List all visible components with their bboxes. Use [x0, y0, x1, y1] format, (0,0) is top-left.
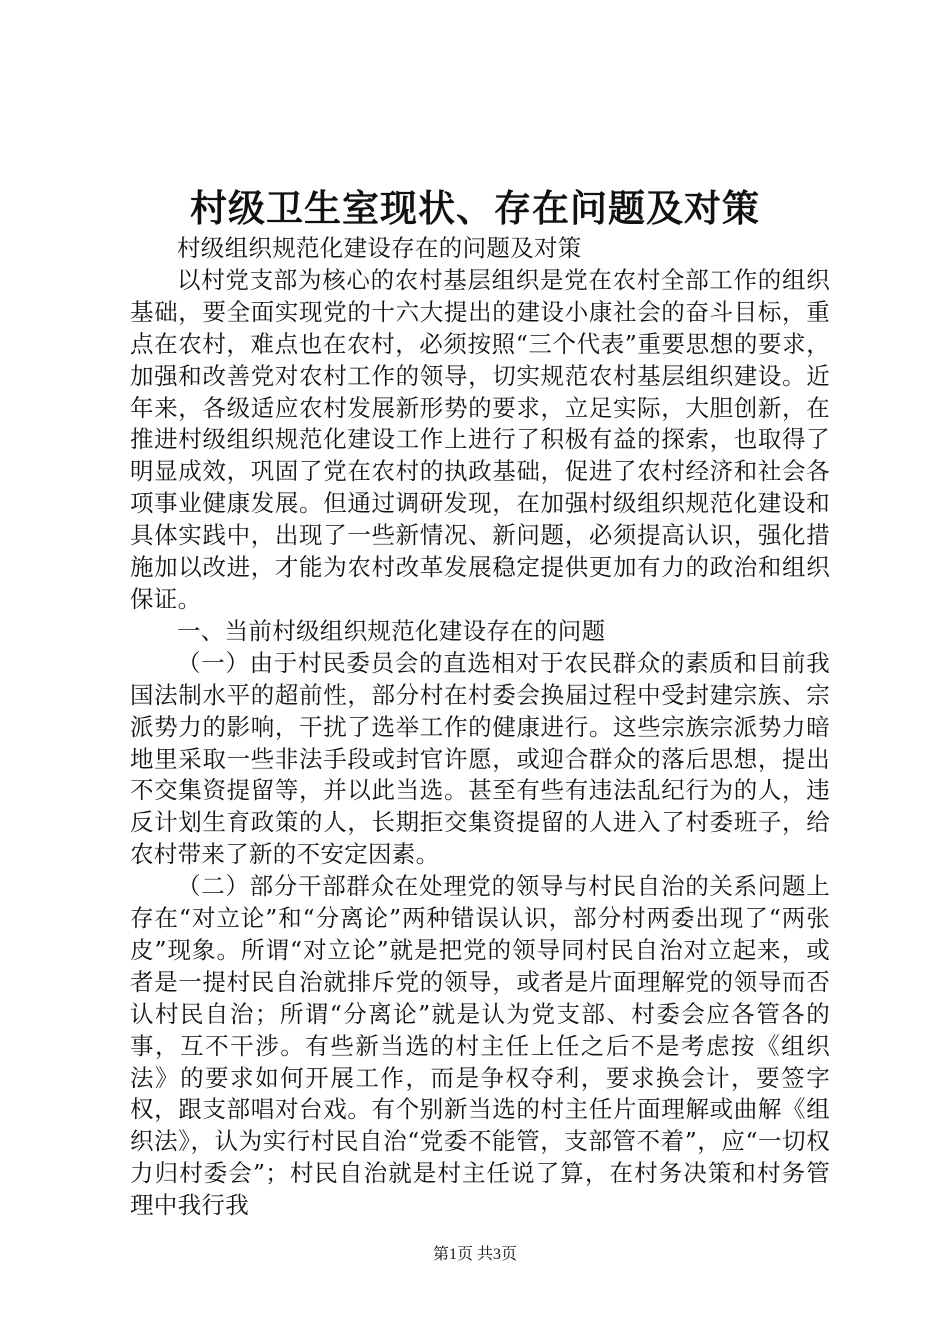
intro-paragraph: 以村党支部为核心的农村基层组织是党在农村全部工作的组织基础，要全面实现党的十六大提出的建设小康社会的奋斗目标，重点在农村，难点也在农村，必须按照“三个代表”重要思想的要求，加强和改善党对农村工作的领导，切实规范农村基层组织建设。近年来，各级适应农村发展新形势的要求，立足实际，大胆创新，在推进村级组织规范化建设工作上进行了积极有益的探索，也取得了明显成效，巩固了党在农村的执政基础，促进了农村经济和社会各项事业健康发展。但通过调研发现，在加强村级组织规范化建设和具体实践中，出现了一些新情况、新问题，必须提高认识，强化措施加以改进，才能为农村改革发展稳定提供更加有力的政治和组织保证。 — [130, 265, 830, 613]
point-two-paragraph: （二）部分干部群众在处理党的领导与村民自治的关系问题上存在“对立论”和“分离论”两种错误认识，部分村两委出现了“两张皮”现象。所谓“对立论”就是把党的领导同村民自治对立起来，或者是一提村民自治就排斥党的领导，或者是片面理解党的领导而否认村民自治；所谓“分离论”就是认为党支部、村委会应各管各的事，互不干涉。有些新当选的村主任上任之后不是考虑按《组织法》的要求如何开展工作，而是争权夺利，要求换会计，要签字权，跟支部唱对台戏。有个别新当选的村主任片面理解或曲解《组织法》，认为实行村民自治“党委不能管，支部管不着”，应“一切权力归村委会”；村民自治就是村主任说了算，在村务决策和村务管理中我行我 — [130, 872, 830, 1220]
subtitle-paragraph: 村级组织规范化建设存在的问题及对策 — [177, 234, 582, 262]
point-one-paragraph: （一）由于村民委员会的直选相对于农民群众的素质和目前我国法制水平的超前性，部分村在村委会换届过程中受封建宗族、宗派势力的影响，干扰了选举工作的健康进行。这些宗族宗派势力暗地里采取一些非法手段或封官许愿，或迎合群众的落后思想，提出不交集资提留等，并以此当选。甚至有些有违法乱纪行为的人，违反计划生育政策的人，长期拒交集资提留的人进入了村委班子，给农村带来了新的不安定因素。 — [130, 648, 830, 869]
document-body — [130, 233, 830, 1222]
page-number-footer: 第1页 共3页 — [432, 1246, 517, 1263]
section-heading: 一、当前村级组织规范化建设存在的问题 — [177, 616, 606, 645]
document-title: 村级卫生室现状、存在问题及对策 — [190, 186, 760, 230]
